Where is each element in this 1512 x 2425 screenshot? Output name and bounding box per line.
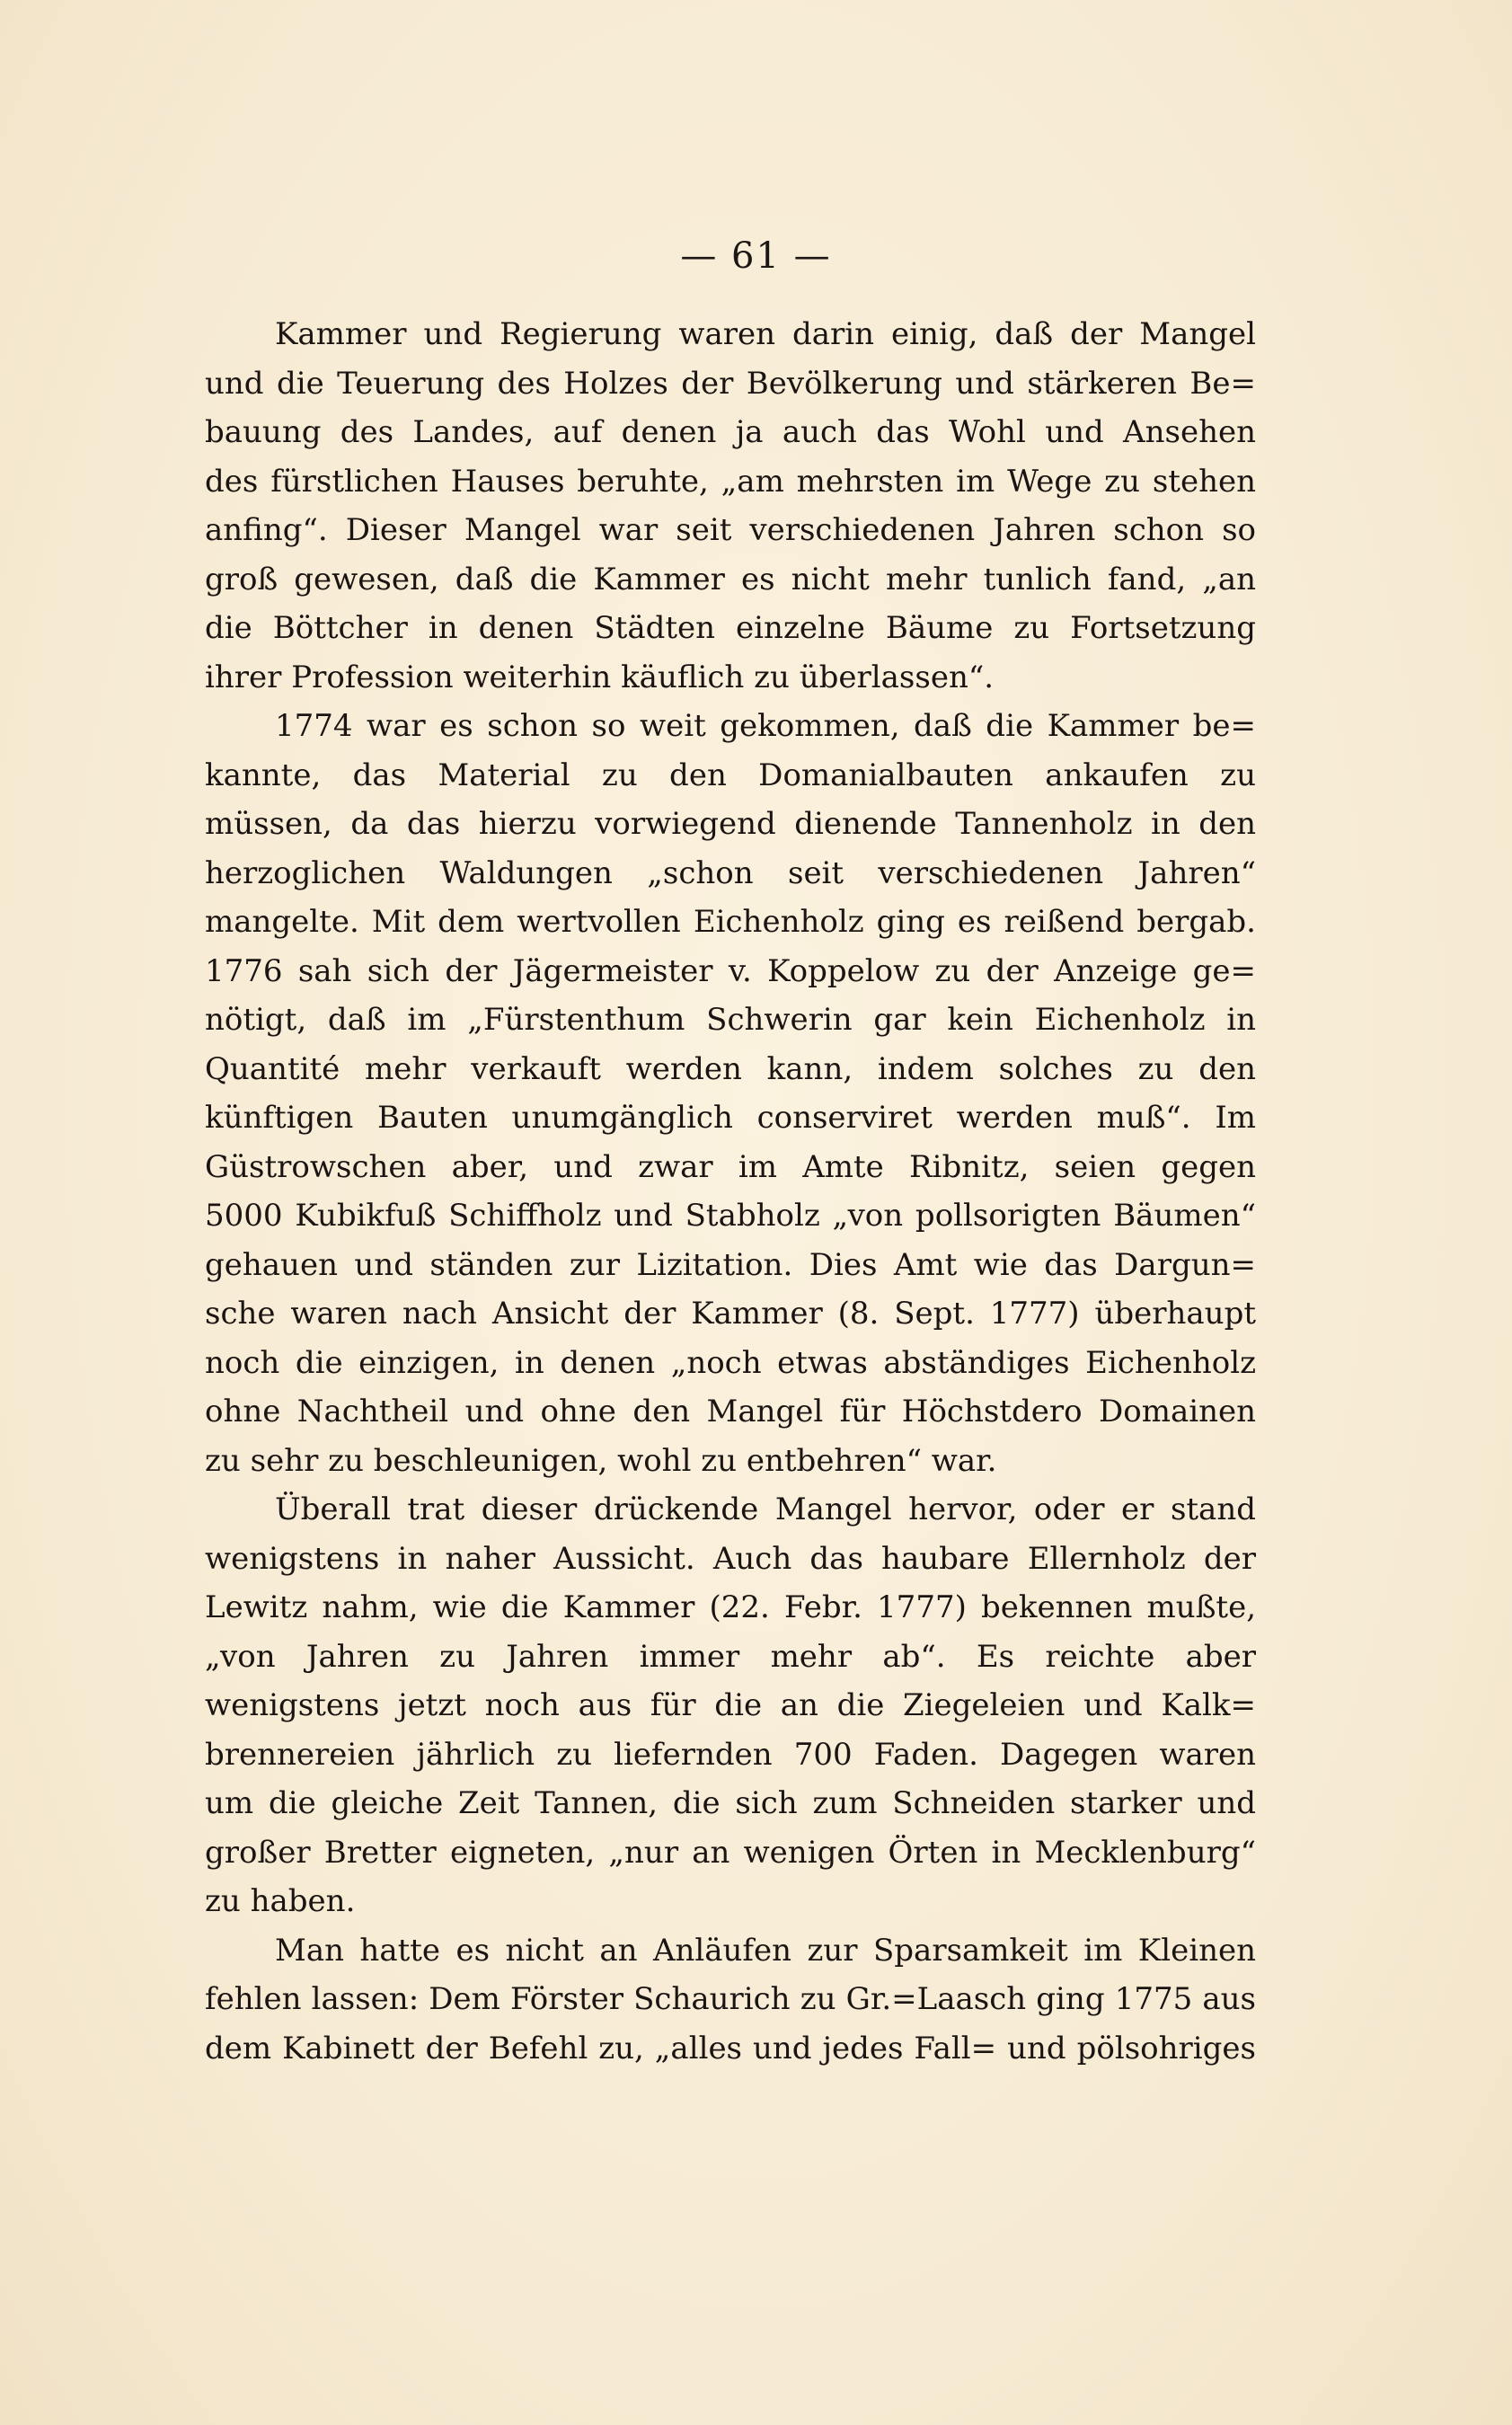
text-line: Kammer und Regierung waren darin einig, daß der Mangel: [275, 316, 1256, 352]
text-line: Güstrowschen aber, und zwar im Amte Ribnitz, seien gegen: [205, 1148, 1256, 1185]
text-line: gehauen und ständen zur Lizitation. Dies Amt wie das Dargun=: [205, 1246, 1256, 1283]
paragraph-4: [205, 1926, 1256, 2074]
text-line: müssen, da das hierzu vorwiegend dienende Tannenholz in den: [205, 806, 1256, 842]
text-line: 1776 sah sich der Jägermeister v. Koppelow zu der Anzeige ge=: [205, 952, 1256, 989]
text-line: dem Kabinett der Befehl zu, „alles und jedes Fall= und pölsohriges: [205, 2030, 1256, 2067]
text-line: um die gleiche Zeit Tannen, die sich zum Schneiden starker und: [205, 1785, 1256, 1821]
paragraph-3: [205, 1485, 1256, 1926]
text-line: wenigstens jetzt noch aus für die an die Ziegeleien und Kalk=: [205, 1687, 1256, 1723]
text-line: des fürstlichen Hauses beruhte, „am mehrsten im Wege zu stehen: [205, 463, 1256, 500]
text-line: ihrer Profession weiterhin käuflich zu überlassen“.: [205, 659, 995, 695]
page-number: — 61 —: [680, 235, 832, 277]
text-line: 5000 Kubikfuß Schiffholz und Stabholz „von pollsorigten Bäumen“: [205, 1198, 1256, 1234]
text-line: sche waren nach Ansicht der Kammer (8. Sept. 1777) überhaupt: [205, 1296, 1256, 1332]
text-line: bauung des Landes, auf denen ja auch das Wohl und Ansehen: [205, 414, 1256, 450]
text-line: noch die einzigen, in denen „noch etwas abständiges Eichenholz: [205, 1344, 1256, 1381]
paragraph-1: [205, 310, 1256, 702]
text-line: anfing“. Dieser Mangel war seit verschiedenen Jahren schon so: [205, 512, 1256, 548]
text-line: mangelte. Mit dem wertvollen Eichenholz ging es reißend bergab.: [205, 904, 1256, 940]
text-line: brennereien jährlich zu liefernden 700 Faden. Dagegen waren: [205, 1736, 1256, 1773]
text-line: Man hatte es nicht an Anläufen zur Sparsamkeit im Kleinen: [275, 1932, 1256, 1969]
text-line: künftigen Bauten unumgänglich conserviret werden muß“. Im: [205, 1100, 1256, 1136]
text-line: zu sehr zu beschleunigen, wohl zu entbehren“ war.: [205, 1442, 997, 1479]
text-line: großer Bretter eigneten, „nur an wenigen Örten in Mecklenburg“: [205, 1834, 1256, 1871]
text-line: Überall trat dieser drückende Mangel hervor, oder er stand: [275, 1491, 1256, 1527]
text-line: ohne Nachtheil und ohne den Mangel für Höchstdero Domainen: [205, 1394, 1256, 1429]
text-line: „von Jahren zu Jahren immer mehr ab“. Es reichte aber: [205, 1638, 1256, 1675]
text-line: 1774 war es schon so weit gekommen, daß die Kammer be=: [275, 708, 1256, 744]
text-line: nötigt, daß im „Fürstenthum Schwerin gar kein Eichenholz in: [205, 1002, 1256, 1038]
text-line: herzoglichen Waldungen „schon seit verschiedenen Jahren“: [205, 854, 1256, 891]
text-line: groß gewesen, daß die Kammer es nicht mehr tunlich fand, „an: [205, 561, 1256, 597]
text-line: zu haben.: [205, 1883, 356, 1919]
text-line: Quantité mehr verkauft werden kann, indem solches zu den: [205, 1050, 1256, 1087]
text-line: wenigstens in naher Aussicht. Auch das haubare Ellernholz der: [205, 1540, 1256, 1577]
text-line: und die Teuerung des Holzes der Bevölkerung und stärkeren Be=: [205, 365, 1256, 402]
text-line: die Böttcher in denen Städten einzelne Bäume zu Fortsetzung: [205, 610, 1256, 646]
text-line: fehlen lassen: Dem Förster Schaurich zu Gr.=Laasch ging 1775 aus: [205, 1981, 1256, 2017]
text-line: kannte, das Material zu den Domanialbauten ankaufen zu: [205, 757, 1256, 793]
text-line: Lewitz nahm, wie die Kammer (22. Febr. 1777) bekennen mußte,: [205, 1589, 1256, 1625]
body-text: [205, 310, 1256, 2073]
paragraph-2: [205, 702, 1256, 1485]
